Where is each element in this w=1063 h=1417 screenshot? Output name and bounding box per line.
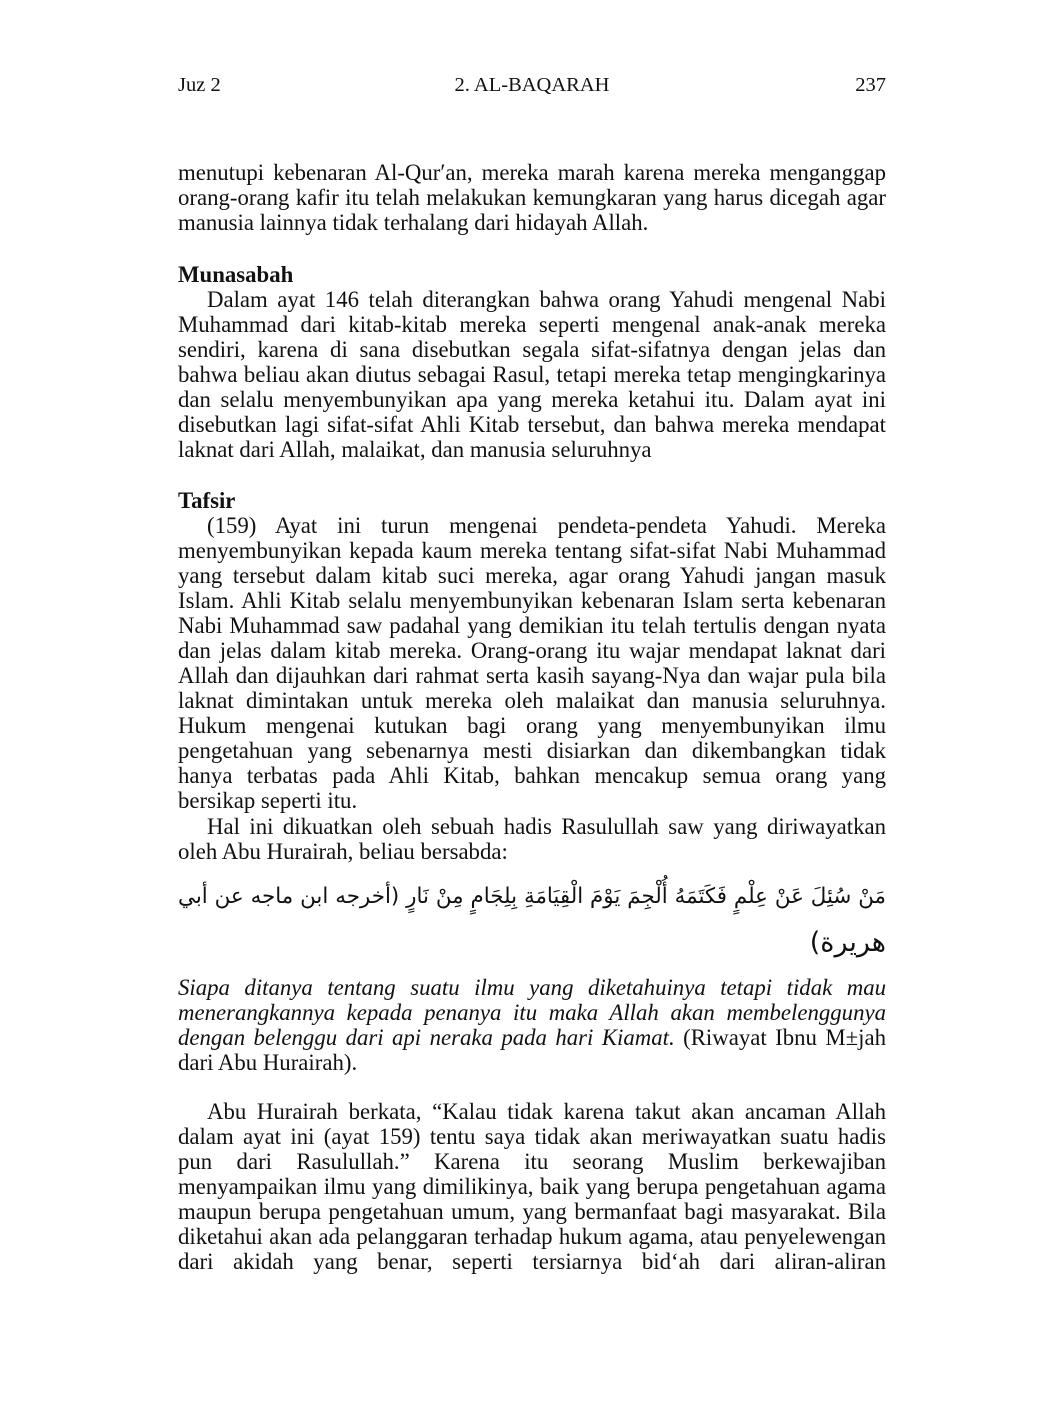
hadith-source-citation: (Riwayat Ibnu M±jah [683,1025,886,1050]
intro-line: menutupi kebenaran Al-Qur′an, mereka marah karena mereka menganggap [178,160,886,185]
munasabah-line: dan selalu menyembunyikan apa yang mereka ketahui itu. Dalam ayat ini [178,387,886,412]
hadith-translation-line: menerangkannya kepada penanya itu maka Allah akan membelenggunya [178,1000,886,1025]
closing-line: maupun berupa pengetahuan umum, yang bermanfaat bagi masyarakat. Bila [178,1199,886,1224]
tafsir-line: hanya terbatas pada Ahli Kitab, bahkan mencakup semua orang yang [178,763,886,788]
closing-paragraph [178,1099,886,1274]
munasabah-line: disebutkan lagi sifat-sifat Ahli Kitab tersebut, dan bahwa mereka mendapat [178,412,886,437]
closing-line: dari akidah yang benar, seperti tersiarnya bid‘ah dari aliran-aliran [178,1249,886,1274]
munasabah-section [178,262,886,462]
tafsir-line: Hukum mengenai kutukan bagi orang yang menyembunyikan ilmu [178,713,886,738]
hadith-intro-line: oleh Abu Hurairah, beliau bersabda: [178,839,508,864]
hadith-translation-paragraph [178,975,886,1075]
closing-line: diketahui akan ada pelanggaran terhadap hukum agama, atau penyelewengan [178,1224,886,1249]
tafsir-line: Islam. Ahli Kitab selalu menyembunyikan kebenaran Islam serta kebenaran [178,588,886,613]
tafsir-line: (159) Ayat ini turun mengenai pendeta-pendeta Yahudi. Mereka [207,513,886,538]
tafsir-line: menyembunyikan kepada kaum mereka tentang sifat-sifat Nabi Muhammad [178,538,886,563]
hadith-translation-italic-end: dengan belenggu dari api neraka pada hari Kiamat. [178,1025,675,1050]
tafsir-line: laknat dimintakan untuk mereka oleh malaikat dan manusia seluruhnya. [178,688,886,713]
hadith-arabic-line: هريرة) [809,927,886,958]
munasabah-line: Muhammad dari kitab-kitab mereka seperti mengenal anak-anak mereka [178,312,886,337]
munasabah-line: bahwa beliau akan diutus sebagai Rasul, tetapi mereka tetap mengingkarinya [178,362,886,387]
tafsir-line: pengetahuan yang sebenarnya mesti disiarkan dan dikembangkan tidak [178,738,886,763]
closing-line: dalam ayat ini (ayat 159) tentu saya tidak akan meriwayatkan suatu hadis [178,1124,886,1149]
closing-line: Abu Hurairah berkata, “Kalau tidak karena takut akan ancaman Allah [207,1099,886,1124]
running-head [178,73,886,97]
running-head-juz: Juz 2 [178,74,221,96]
tafsir-line: Nabi Muhammad saw padahal yang demikian itu telah tertulis dengan nyata [178,613,886,638]
hadith-translation-line [178,1025,886,1050]
section-heading-tafsir: Tafsir [178,488,236,513]
hadith-translation-line: Siapa ditanya tentang suatu ilmu yang diketahuinya tetapi tidak mau [178,975,886,1000]
munasabah-line: Dalam ayat 146 telah diterangkan bahwa orang Yahudi mengenal Nabi [207,287,886,312]
hadith-source-citation-end: dari Abu Hurairah). [178,1050,358,1075]
hadith-intro-line: Hal ini dikuatkan oleh sebuah hadis Rasulullah saw yang diriwayatkan [207,814,886,839]
closing-line: pun dari Rasulullah.” Karena itu seorang Muslim berkewajiban [178,1149,886,1174]
tafsir-section [178,488,886,813]
page-number: 237 [855,74,886,96]
intro-line: orang-orang kafir itu telah melakukan kemungkaran yang harus dicegah agar [178,185,886,210]
hadith-arabic-text [178,874,886,966]
tafsir-line: Allah dan dijauhkan dari rahmat serta kasih sayang-Nya dan wajar pula bila [178,663,886,688]
tafsir-line: dan jelas dalam kitab mereka. Orang-orang itu wajar mendapat laknat dari [178,638,886,663]
closing-line: menyampaikan ilmu yang dimilikinya, baik yang berupa pengetahuan agama [178,1174,886,1199]
section-heading-munasabah: Munasabah [178,262,294,287]
hadith-arabic-line: مَنْ سُئِلَ عَنْ عِلْمٍ فَكَتَمَهُ أُلْجِمَ يَوْمَ الْقِيَامَةِ بِلِجَامٍ مِنْ نَارٍ (أخرجه ابن ماجه عن أبي [178,884,886,909]
munasabah-line: sendiri, karena di sana disebutkan segala sifat-sifatnya dengan jelas dan [178,337,886,362]
intro-line: manusia lainnya tidak terhalang dari hidayah Allah. [178,210,649,235]
intro-paragraph [178,160,886,235]
tafsir-line: yang tersebut dalam kitab suci mereka, agar orang Yahudi jangan masuk [178,563,886,588]
tafsir-line: bersikap seperti itu. [178,788,358,813]
munasabah-line: laknat dari Allah, malaikat, dan manusia seluruhnya [178,437,652,462]
running-head-surah-title: 2. AL-BAQARAH [454,74,610,96]
hadith-intro-paragraph [178,814,886,864]
